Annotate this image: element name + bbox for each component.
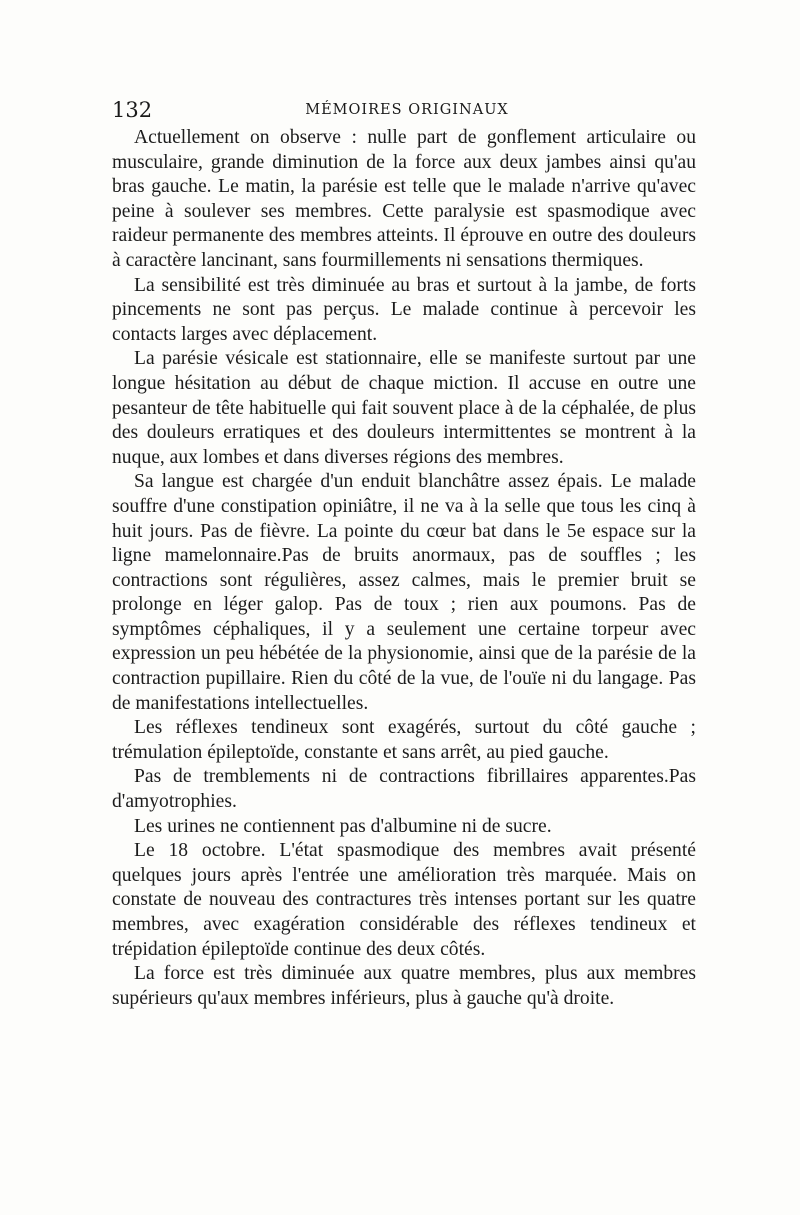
page-header (112, 98, 702, 124)
paragraph-october-18: Le 18 octobre. L'état spasmodique des membres avait présenté quelques jours après l'entrée une amélioration très marquée. Mais on constate de nouveau des contractures très intenses portant sur les quatre membres, avec exagération considérable des réflexes tendineux et trépidation épileptoïde continue des deux côtés. (112, 840, 696, 960)
paragraph-vesical-paresis: La parésie vésicale est stationnaire, elle se manifeste surtout par une longue hésitation au début de chaque miction. Il accuse en outre une pesanteur de tête habituelle qui fait souvent place à de la céphalée, de plus des douleurs erratiques et des douleurs intermittentes se montrent à la nuque, aux lombes et dans diverses régions des membres. (112, 348, 696, 468)
running-title: MÉMOIRES ORIGINAUX (305, 102, 509, 118)
page-number: 132 (112, 98, 153, 122)
paragraph-tongue-and-heart: Sa langue est chargée d'un enduit blanchâtre assez épais. Le malade souffre d'une constipation opiniâtre, il ne va à la selle que tous les cinq à huit jours. Pas de fièvre. La pointe du cœur bat dans le 5e espace sur la ligne mamelonnaire.Pas de bruits anormaux, pas de souffles ; les contractions sont régulières, assez calmes, mais le premier bruit se prolonge en léger galop. Pas de toux ; rien aux poumons. Pas de symptômes céphaliques, il y a seulement une certaine torpeur avec expression un peu hébétée de la physionomie, ainsi que de la parésie de la contraction pupillaire. Rien du côté de la vue, de l'ouïe ni du langage. Pas de manifestations intellectuelles. (112, 471, 696, 714)
body-text (112, 126, 696, 1011)
paragraph-sensibility: La sensibilité est très diminuée au bras et surtout à la jambe, de forts pincements ne sont pas perçus. Le malade continue à percevoir les contacts larges avec déplacement. (112, 274, 696, 345)
paragraph-force: La force est très diminuée aux quatre membres, plus aux membres supérieurs qu'aux membres inférieurs, plus à gauche qu'à droite. (112, 963, 696, 1009)
paragraph-tremors: Pas de tremblements ni de contractions fibrillaires apparentes.Pas d'amyotrophies. (112, 766, 696, 813)
paragraph-current-state: Actuellement on observe : nulle part de gonflement articulaire ou musculaire, grande diminution de la force aux deux jambes ainsi qu'au bras gauche. Le matin, la parésie est telle que le malade n'arrive qu'avec peine à soulever ses membres. Cette paralysie est spasmodique avec raideur permanente des membres atteints. Il éprouve en outre des douleurs à caractère lancinant, sans fourmillements ni sensations thermiques. (112, 127, 696, 271)
paragraph-urine: Les urines ne contiennent pas d'albumine ni de sucre. (134, 815, 552, 837)
paragraph-reflexes: Les réflexes tendineux sont exagérés, surtout du côté gauche ; trémulation épileptoïde, constante et sans arrêt, au pied gauche. (112, 717, 696, 763)
